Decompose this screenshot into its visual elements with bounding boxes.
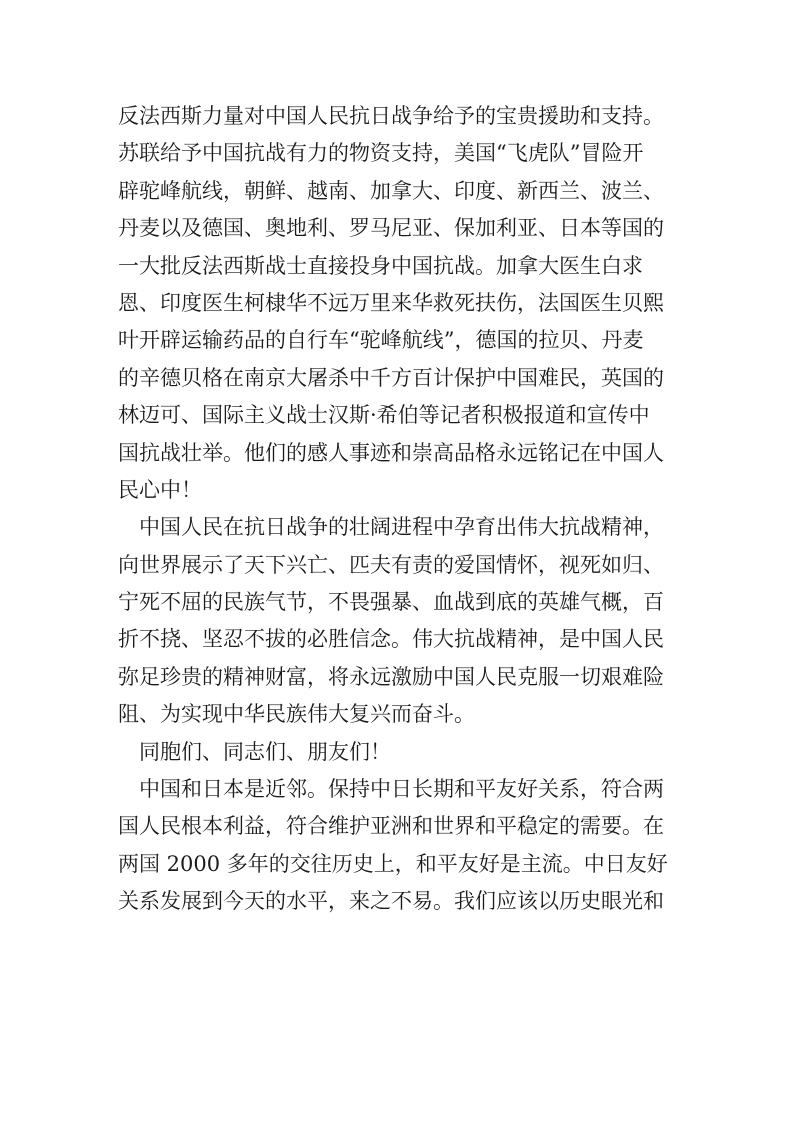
text-line: 两国 2000 多年的交往历史上，和平友好是主流。中日友好 xyxy=(118,851,668,876)
text-line: 林迈可、国际主义战士汉斯·希伯等记者积极报道和宣传中 xyxy=(118,403,650,428)
text-line: 中国人民在抗日战争的壮阔进程中孕育出伟大抗战精神， xyxy=(118,515,664,540)
text-line: 一大批反法西斯战士直接投身中国抗战。加拿大医生白求 xyxy=(118,253,643,278)
text-line: 中国和日本是近邻。保持中日长期和平友好关系，符合两 xyxy=(118,777,664,802)
text-line: 反法西斯力量对中国人民抗日战争给予的宝贵援助和支持。 xyxy=(118,104,664,128)
text-line: 宁死不屈的民族气节，不畏强暴、血战到底的英雄气概，百 xyxy=(118,590,664,615)
text-line: 国人民根本利益，符合维护亚洲和世界和平稳定的需要。在 xyxy=(118,814,664,839)
text-line: 弥足珍贵的精神财富，将永远激励中国人民克服一切艰难险 xyxy=(118,664,664,689)
text-line: 苏联给予中国抗战有力的物资支持，美国“飞虎队”冒险开 xyxy=(118,141,644,166)
text-line: 叶开辟运输药品的自行车“驼峰航线”，德国的拉贝、丹麦 xyxy=(118,328,644,353)
text-line: 国抗战壮举。他们的感人事迹和崇高品格永远铭记在中国人 xyxy=(118,440,664,465)
text-line: 的辛德贝格在南京大屠杀中千方百计保护中国难民，英国的 xyxy=(118,365,664,390)
text-line: 向世界展示了天下兴亡、匹夫有责的爱国情怀，视死如归、 xyxy=(118,552,664,577)
text-line: 同胞们、同志们、朋友们！ xyxy=(118,739,391,764)
text-line: 民心中！ xyxy=(118,477,202,502)
body-text xyxy=(118,98,678,921)
text-line: 关系发展到今天的水平，来之不易。我们应该以历史眼光和 xyxy=(118,889,664,914)
text-line: 折不挠、坚忍不拔的必胜信念。伟大抗战精神，是中国人民 xyxy=(118,627,664,652)
text-line: 阻、为实现中华民族伟大复兴而奋斗。 xyxy=(118,702,475,727)
text-line: 恩、印度医生柯棣华不远万里来华救死扶伤，法国医生贝熙 xyxy=(118,290,664,315)
text-line: 辟驼峰航线，朝鲜、越南、加拿大、印度、新西兰、波兰、 xyxy=(118,178,664,203)
text-line: 丹麦以及德国、奥地利、罗马尼亚、保加利亚、日本等国的 xyxy=(118,216,664,241)
